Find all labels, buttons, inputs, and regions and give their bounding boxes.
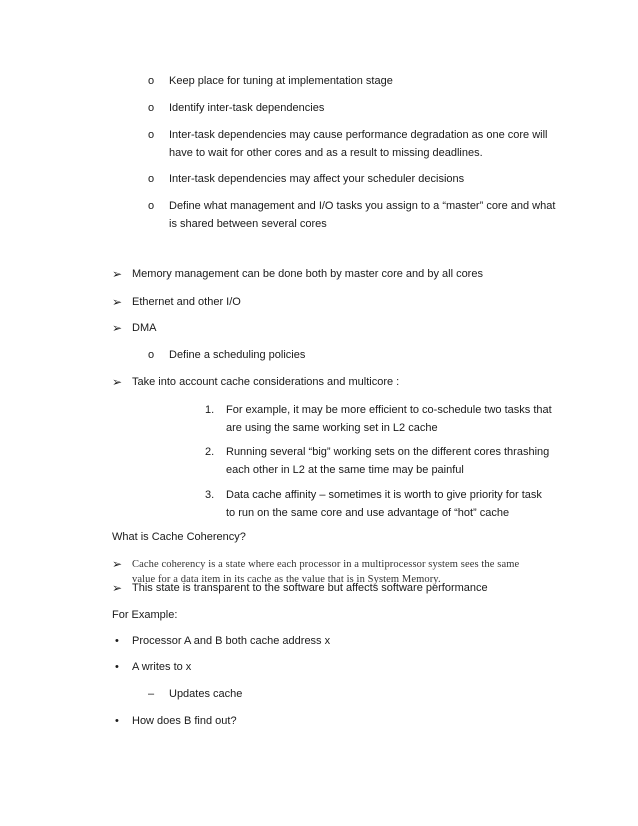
document-page: o Keep place for tuning at implementation stage o Identify inter-task dependencies o Inter-task dependencies may cause performance degradation as one core will have to wait for other cores and as a result to missing deadlines. o Inter-task dependencies may affect your scheduler decisions o Define what management and I/O tasks you assign to a “master” core and what is shared between several cores ➢ Memory management can be done both by master core and by all cores ➢ Ethernet and other I/O ➢ DMA o Define a scheduling policies ➢ Take into account cache considerations and multicore : 1. For example, it may be more efficient to co-schedule two tasks that are using the same working set in L2 cache 2. Running several “big” working sets on the different cores thrashing each other in L2 at the same time may be painful 3. Data cache affinity – sometimes it is worth to give priority for task to run on the same core and use advantage of “hot” cache What is Cache Coherency? ➢ Cache coherency is a state where each processor in a multiprocessor system sees the same value for a data item in its cache as the value that is in System Memory. ➢ This state is transparent to the software but affects software performance For Example: • Processor A and B both cache address x • A writes to x – Updates cache • How does B find out? (112, 75, 556, 727)
arrow-bullet-icon: ➢ (112, 321, 123, 335)
example-heading: For Example: (112, 609, 178, 621)
arrow-bullet-icon: ➢ (112, 375, 123, 389)
arrow-bullet-icon: ➢ (112, 557, 123, 571)
arrow-bullet-icon: ➢ (112, 267, 123, 281)
coherency-heading: What is Cache Coherency? (112, 531, 246, 543)
arrow-bullet-icon: ➢ (112, 295, 123, 309)
arrow-bullet-icon: ➢ (112, 581, 123, 595)
